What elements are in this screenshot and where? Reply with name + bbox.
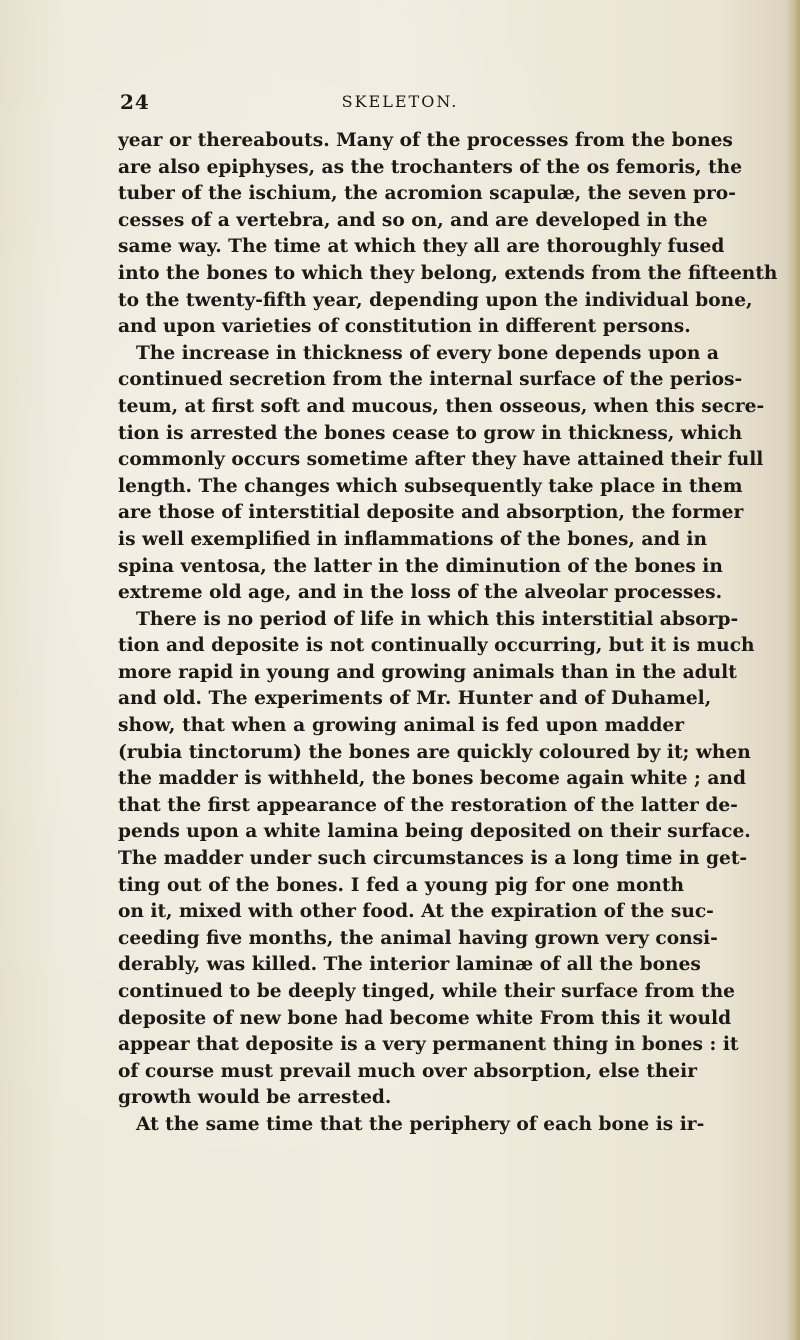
text-line: At the same time that the periphery of each bone is ir-	[136, 1113, 705, 1135]
page-header	[120, 90, 680, 116]
text-line: are those of interstitial deposite and absorption, the former	[118, 502, 744, 524]
text-line: tion and deposite is not continually occurring, but it is much	[118, 635, 755, 657]
text-line: is well exemplified in inflammations of the bones, and in	[118, 528, 707, 550]
text-line: length. The changes which subsequently take place in them	[118, 475, 743, 497]
text-line: (rubia tinctorum) the bones are quickly coloured by it; when	[118, 741, 751, 763]
text-line: There is no period of life in which this interstitial absorp-	[136, 608, 739, 630]
text-line: spina ventosa, the latter in the diminution of the bones in	[118, 555, 723, 577]
text-line: are also epiphyses, as the trochanters of the os femoris, the	[118, 156, 743, 178]
text-line: ting out of the bones. I fed a young pig for one month	[118, 874, 684, 896]
text-line: more rapid in young and growing animals than in the adult	[118, 661, 737, 683]
page-edge-shadow	[786, 0, 800, 1340]
text-line: tion is arrested the bones cease to grow in thickness, which	[118, 422, 743, 444]
text-line: cesses of a vertebra, and so on, and are developed in the	[118, 209, 708, 231]
text-line: appear that deposite is a very permanent thing in bones : it	[118, 1034, 739, 1056]
text-line: continued to be deeply tinged, while their surface from the	[118, 981, 735, 1002]
text-line: continued secretion from the internal surface of the perios-	[118, 369, 743, 391]
text-line: tuber of the ischium, the acromion scapulæ, the seven pro-	[118, 183, 736, 205]
text-line: deposite of new bone had become white From this it would	[118, 1007, 732, 1029]
text-line: to the twenty-fifth year, depending upon the individual bone,	[118, 289, 753, 311]
text-line: show, that when a growing animal is fed upon madder	[118, 715, 684, 737]
text-line: and old. The experiments of Mr. Hunter and of Duhamel,	[118, 688, 712, 710]
text-line: extreme old age, and in the loss of the alveolar processes.	[118, 582, 723, 604]
text-line: The increase in thickness of every bone depends upon a	[136, 342, 719, 364]
running-head: SKELETON.	[341, 92, 459, 111]
text-line: year or thereabouts. Many of the processes from the bones	[118, 130, 733, 151]
text-line: the madder is withheld, the bones become again white ; and	[118, 768, 746, 790]
text-line: pends upon a white lamina being deposited on their surface.	[118, 821, 751, 843]
text-line: on it, mixed with other food. At the expiration of the suc-	[118, 901, 714, 923]
text-line: ceeding five months, the animal having grown very consi-	[118, 927, 718, 949]
text-line: same way. The time at which they all are thoroughly fused	[118, 236, 725, 258]
text-line: The madder under such circumstances is a long time in get-	[118, 848, 748, 870]
text-line: teum, at first soft and mucous, then osseous, when this secre-	[118, 395, 765, 417]
text-line: into the bones to which they belong, extends from the fifteenth	[118, 262, 778, 284]
text-line: derably, was killed. The interior laminæ of all the bones	[118, 954, 701, 976]
page-number: 24	[120, 90, 150, 114]
text-line: commonly occurs sometime after they have attained their full	[118, 449, 764, 471]
text-line: that the first appearance of the restoration of the latter de-	[118, 794, 738, 816]
text-line: growth would be arrested.	[118, 1087, 392, 1109]
body-text	[118, 128, 778, 1139]
text-line: and upon varieties of constitution in different persons.	[118, 316, 691, 338]
text-line: of course must prevail much over absorption, else their	[118, 1060, 697, 1082]
